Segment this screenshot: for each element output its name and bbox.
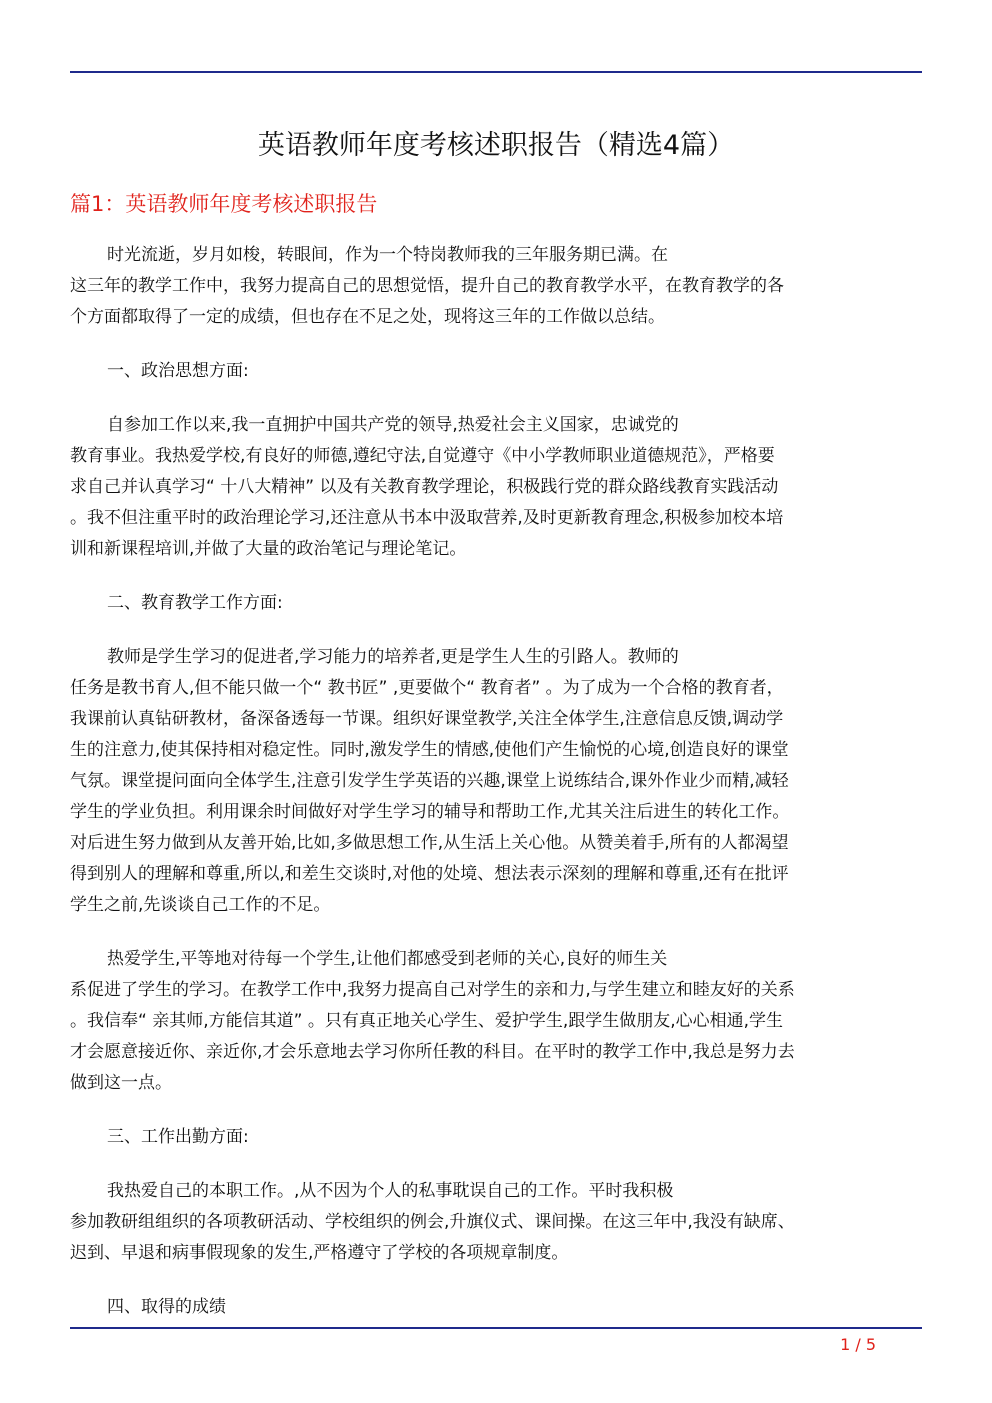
paragraph <box>70 642 922 921</box>
paragraph-line: 教育事业。我热爱学校,有良好的师德,遵纪守法,自觉遵守《中小学教师职业道德规范》，严格要 <box>70 446 775 466</box>
paragraph-line: 参加教研组组织的各项教研活动、学校组织的例会,升旗仪式、课间操。在这三年中,我没有缺席、 <box>70 1212 795 1232</box>
paragraph <box>70 410 922 565</box>
paragraph-line: 对后进生努力做到从友善开始,比如,多做思想工作,从生活上关心他。从赞美着手,所有的人都渴望 <box>70 833 789 853</box>
section-title: 篇1：英语教师年度考核述职报告 <box>70 192 378 216</box>
paragraph <box>70 944 922 1099</box>
paragraph <box>70 240 922 333</box>
section-heading: 二、教育教学工作方面: <box>107 593 283 613</box>
paragraph-line: 才会愿意接近你、亲近你,才会乐意地去学习你所任教的科目。在平时的教学工作中,我总是努力去 <box>70 1042 795 1062</box>
paragraph-line: 。我不但注重平时的政治理论学习,还注意从书本中汲取营养,及时更新教育理念,积极参加校本培 <box>70 508 784 528</box>
paragraph-line: 训和新课程培训,并做了大量的政治笔记与理论笔记。 <box>70 539 467 559</box>
header-rule <box>70 71 922 73</box>
paragraph-line: 气氛。课堂提问面向全体学生,注意引发学生学英语的兴趣,课堂上说练结合,课外作业少而精,减轻 <box>70 771 789 791</box>
paragraph-line: 我课前认真钻研教材，备深备透每一节课。组织好课堂教学,关注全体学生,注意信息反馈,调动学 <box>70 709 784 729</box>
section-heading: 四、取得的成绩 <box>107 1297 226 1317</box>
paragraph-line: 自参加工作以来,我一直拥护中国共产党的领导,热爱社会主义国家，忠诚党的 <box>107 415 679 435</box>
document-body <box>70 240 922 1346</box>
paragraph-line: 得到别人的理解和尊重,所以,和差生交谈时,对他的处境、想法表示深刻的理解和尊重,还有在批评 <box>70 864 789 884</box>
paragraph-line: 个方面都取得了一定的成绩，但也存在不足之处，现将这三年的工作做以总结。 <box>70 307 665 327</box>
paragraph <box>70 1176 922 1269</box>
paragraph-line: 做到这一点。 <box>70 1073 172 1093</box>
paragraph-line: 我热爱自己的本职工作。,从不因为个人的私事耽误自己的工作。平时我积极 <box>107 1181 674 1201</box>
paragraph-line: 。我信奉“ 亲其师,方能信其道” 。只有真正地关心学生、爱护学生,跟学生做朋友,心心相通,学生 <box>70 1011 784 1031</box>
page-number: 1 / 5 <box>840 1335 876 1354</box>
paragraph-line: 热爱学生,平等地对待每一个学生,让他们都感受到老师的关心,良好的师生关 <box>107 949 668 969</box>
paragraph-line: 任务是教书育人,但不能只做一个“ 教书匠” ,更要做个“ 教育者” 。为了成为一个合格的教育者， <box>70 678 784 698</box>
paragraph-line: 这三年的教学工作中，我努力提高自己的思想觉悟，提升自己的教育教学水平，在教育教学的各 <box>70 276 784 296</box>
paragraph-line: 求自己并认真学习“ 十八大精神” 以及有关教育教学理论，积极践行党的群众路线教育实践活动 <box>70 477 779 497</box>
document-title: 英语教师年度考核述职报告（精选4篇） <box>257 130 735 161</box>
paragraph-line: 迟到、早退和病事假现象的发生,严格遵守了学校的各项规章制度。 <box>70 1243 569 1263</box>
section-heading: 三、工作出勤方面: <box>107 1127 249 1147</box>
paragraph-line: 学生的学业负担。利用课余时间做好对学生学习的辅导和帮助工作,尤其关注后进生的转化工作。 <box>70 802 790 822</box>
paragraph-line: 生的注意力,使其保持相对稳定性。同时,激发学生的情感,使他们产生愉悦的心境,创造良好的课堂 <box>70 740 789 760</box>
paragraph-line: 系促进了学生的学习。在教学工作中,我努力提高自己对学生的亲和力,与学生建立和睦友好的关系 <box>70 980 795 1000</box>
paragraph-line: 学生之前,先谈谈自己工作的不足。 <box>70 895 331 915</box>
paragraph-line: 时光流逝，岁月如梭，转眼间，作为一个特岗教师我的三年服务期已满。在 <box>107 245 668 265</box>
footer-rule <box>70 1327 922 1329</box>
section-heading: 一、政治思想方面: <box>107 361 249 381</box>
paragraph-line: 教师是学生学习的促进者,学习能力的培养者,更是学生人生的引路人。教师的 <box>107 647 679 667</box>
